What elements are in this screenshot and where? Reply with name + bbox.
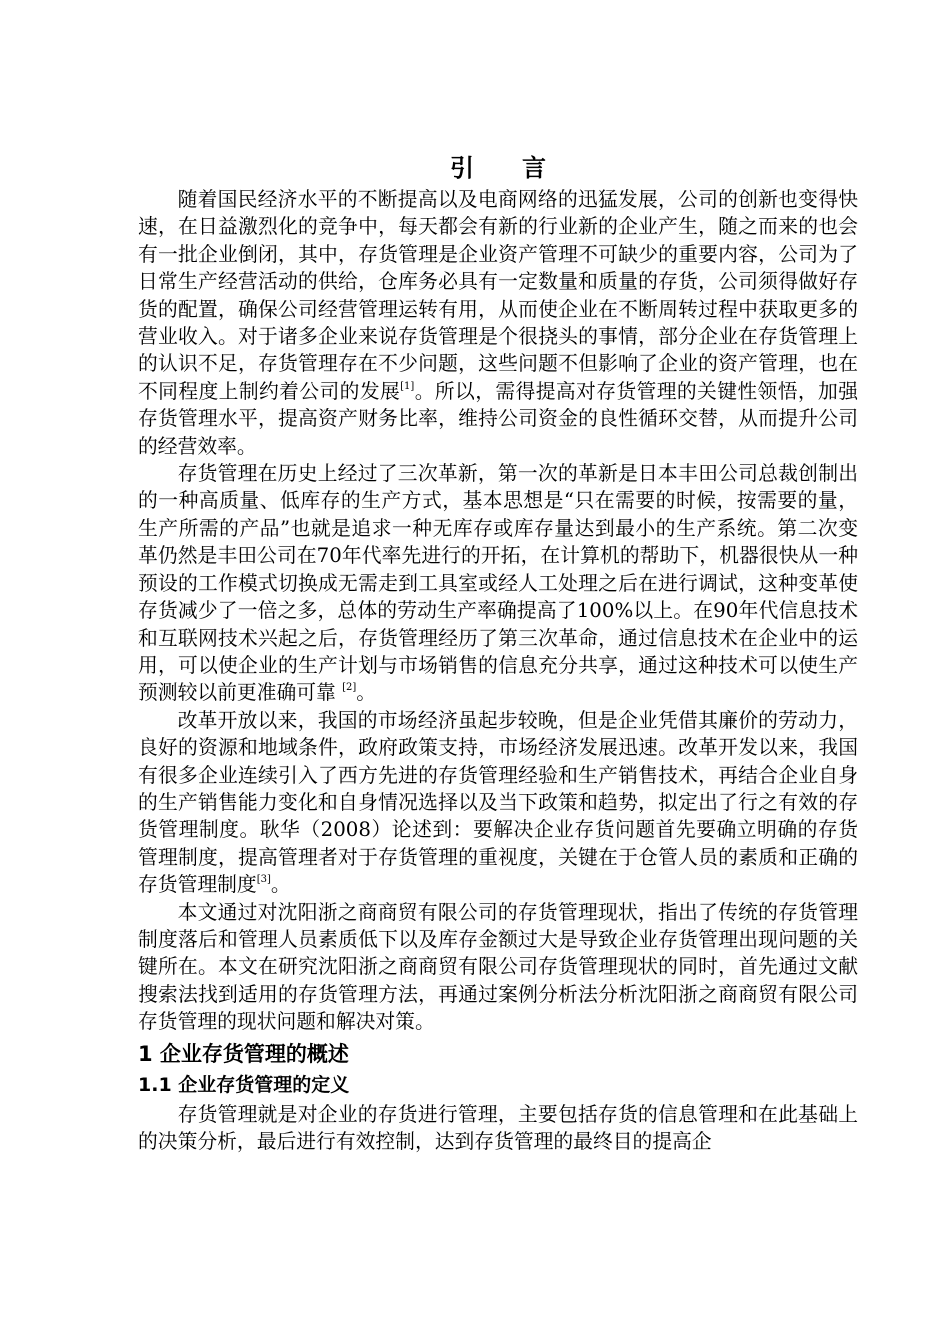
intro-paragraph-1-tail: 。所以，需得提高对存货管理的关键性领悟，加强存货管理水平，提高资产财务比率，维持公司资金的良性循环交替，从而提升公司的经营效率。 — [138, 379, 858, 458]
citation-2: [2] — [342, 682, 357, 694]
section-1-heading: 1 企业存货管理的概述 — [138, 1041, 349, 1066]
page-title: 引言 — [450, 154, 594, 182]
citation-1: [1] — [400, 380, 415, 392]
intro-paragraph-3 — [138, 707, 858, 899]
intro-paragraph-4-text: 本文通过对沈阳浙之商商贸有限公司的存货管理现状，指出了传统的存货管理制度落后和管理人员素质低下以及库存金额过大是导致企业存货管理出现问题的关键所在。本文在研究沈阳浙之商商贸有限公司存货管理现状的同时，首先通过文献搜索法找到适用的存货管理方法，再通过案例分析法分析沈阳浙之商商贸有限公司存货管理的现状问题和解决对策。 — [138, 900, 858, 1034]
intro-paragraph-2 — [138, 460, 858, 707]
intro-paragraph-2-text: 存货管理在历史上经过了三次革新，第一次的革新是日本丰田公司总裁创制出的一种高质量、低库存的生产方式，基本思想是“只在需要的时候，按需要的量，生产所需的产品”也就是追求一种无库存或库存量达到最小的生产系统。第二次变革仍然是丰田公司在70年代率先进行的开拓，在计算机的帮助下，机器很快从一种预设的工作模式切换成无需走到工具室或经人工处理之后在进行调试，这种变革使存货减少了一倍之多，总体的劳动生产率确提高了100%以上。在90年代信息技术和互联网技术兴起之后，存货管理经历了第三次革命，通过信息技术在企业中的运用，可以使企业的生产计划与市场销售的信息充分共享，通过这种技术可以使生产预测较以前更准确可靠 — [138, 462, 858, 705]
intro-paragraph-2-tail: 。 — [356, 681, 377, 705]
intro-paragraph-1 — [138, 186, 858, 460]
citation-3: [3] — [256, 874, 271, 886]
intro-paragraph-4 — [138, 899, 858, 1036]
intro-paragraph-3-tail: 。 — [270, 873, 291, 897]
document-page — [138, 150, 858, 1155]
intro-paragraph-3-text: 改革开放以来，我国的市场经济虽起步较晚，但是企业凭借其廉价的劳动力，良好的资源和地域条件，政府政策支持，市场经济发展迅速。改革开发以来，我国有很多企业连续引入了西方先进的存货管理经验和生产销售技术，再结合企业自身的生产销售能力变化和自身情况选择以及当下政策和趋势，拟定出了行之有效的存货管理制度。耿华（2008）论述到：要解决企业存货问题首先要确立明确的存货管理制度，提高管理者对于存货管理的重视度，关键在于仓管人员的素质和正确的存货管理制度 — [138, 708, 858, 897]
section-1-1-paragraph-1: 存货管理就是对企业的存货进行管理，主要包括存货的信息管理和在此基础上的决策分析，最后进行有效控制，达到存货管理的最终目的提高企 — [138, 1102, 858, 1153]
section-1-1-heading: 1.1 企业存货管理的定义 — [138, 1073, 350, 1096]
intro-paragraph-1-text: 随着国民经济水平的不断提高以及电商网络的迅猛发展，公司的创新也变得快速，在日益激烈化的竞争中，每天都会有新的行业新的企业产生，随之而来的也会有一批企业倒闭，其中，存货管理是企业资产管理不可缺少的重要内容，公司为了日常生产经营活动的供给，仓库务必具有一定数量和质量的存货，公司须得做好存货的配置，确保公司经营管理运转有用，从而使企业在不断周转过程中获取更多的营业收入。对于诸多企业来说存货管理是个很挠头的事情，部分企业在存货管理上的认识不足，存货管理存在不少问题，这些问题不但影响了企业的资产管理，也在不同程度上制约着公司的发展 — [138, 188, 858, 403]
